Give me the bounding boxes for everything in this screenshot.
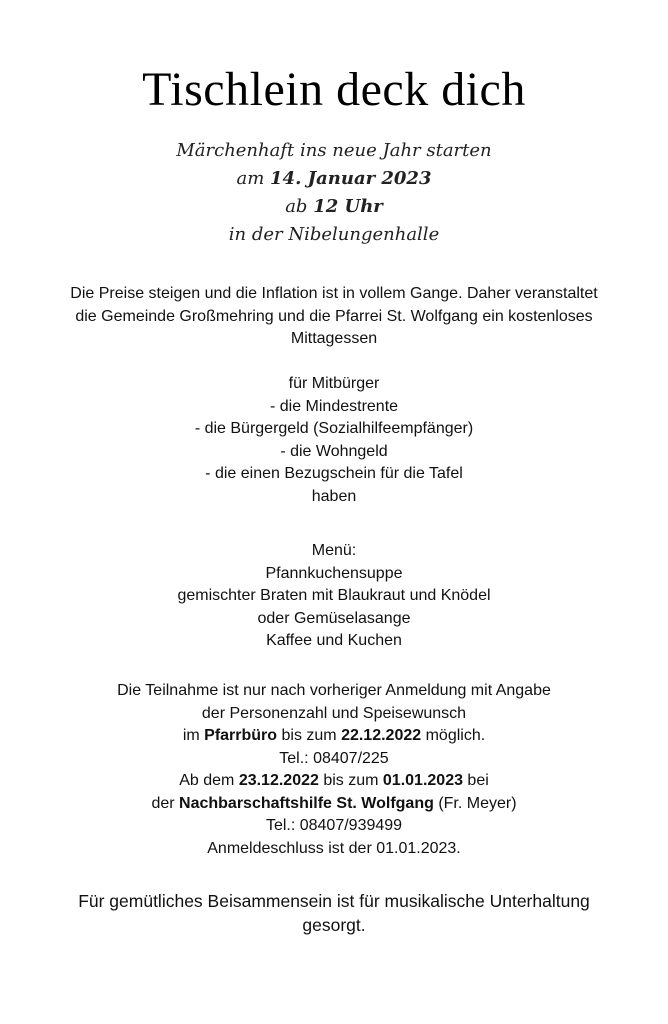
menu-item: gemischter Braten mit Blaukraut und Knödel — [177, 587, 491, 604]
deadline-date-1: 22.12.2022 — [341, 727, 422, 744]
audience-item: - die Bürgergeld (Sozialhilfeempfänger) — [194, 420, 474, 437]
event-date: 14. Januar 2023 — [270, 168, 432, 189]
event-time: 12 Uhr — [313, 196, 383, 217]
registration-deadline: Anmeldeschluss ist der 01.01.2023. — [207, 839, 461, 857]
intro-line: Die Preise steigen und die Inflation ist in vollem Gange. Daher veranstaltet — [70, 285, 598, 302]
audience-item: für Mitbürger — [288, 375, 380, 392]
subtitle-date — [0, 168, 668, 189]
helper-phone: Tel.: 08407/939499 — [265, 817, 403, 834]
audience-list — [0, 373, 668, 508]
subtitle-time — [0, 196, 668, 217]
closing-line: Für gemütliches Beisammensein ist für musikalische Unterhaltung — [78, 891, 590, 911]
intro-paragraph — [0, 283, 668, 351]
helper-organization: Nachbarschaftshilfe St. Wolfgang — [179, 794, 434, 812]
menu-item: Kaffee und Kuchen — [266, 632, 402, 649]
menu-heading: Menü: — [311, 542, 357, 559]
office-name: Pfarrbüro — [204, 727, 278, 744]
registration-line: der Nachbarschaftshilfe St. Wolfgang (Fr. Meyer) — [151, 794, 517, 812]
time-prefix: ab — [285, 196, 314, 217]
subtitle-tagline: Märchenhaft ins neue Jahr starten — [176, 140, 492, 161]
audience-item: - die Wohngeld — [280, 442, 388, 460]
intro-line: Mittagessen — [290, 330, 378, 347]
audience-item: - die einen Bezugschein für die Tafel — [205, 465, 463, 482]
audience-item: haben — [311, 487, 357, 505]
registration-line: Ab dem 23.12.2022 bis zum 01.01.2023 bei — [179, 772, 489, 789]
subtitle-venue: in der Nibelungenhalle — [228, 224, 440, 245]
menu-item: oder Gemüselasange — [257, 609, 411, 627]
closing-paragraph — [0, 889, 668, 937]
end-date-2: 01.01.2023 — [382, 772, 463, 789]
flyer-title: Tischlein deck dich — [142, 63, 526, 116]
registration-line: Die Teilnahme ist nur nach vorheriger Anmeldung mit Angabe — [117, 682, 551, 699]
intro-line: die Gemeinde Großmehring und die Pfarrei St. Wolfgang ein kostenloses — [75, 307, 593, 325]
audience-item: - die Mindestrente — [269, 397, 399, 415]
start-date-2: 23.12.2022 — [238, 772, 319, 789]
menu-section — [0, 540, 668, 653]
registration-line: der Personenzahl und Speisewunsch — [201, 704, 467, 722]
office-phone: Tel.: 08407/225 — [279, 749, 389, 767]
closing-line: gesorgt. — [302, 915, 366, 935]
registration-line: im Pfarrbüro bis zum 22.12.2022 möglich. — [182, 727, 486, 744]
menu-item: Pfannkuchensuppe — [265, 564, 403, 582]
registration-section — [0, 680, 668, 860]
date-prefix: am — [236, 168, 271, 189]
